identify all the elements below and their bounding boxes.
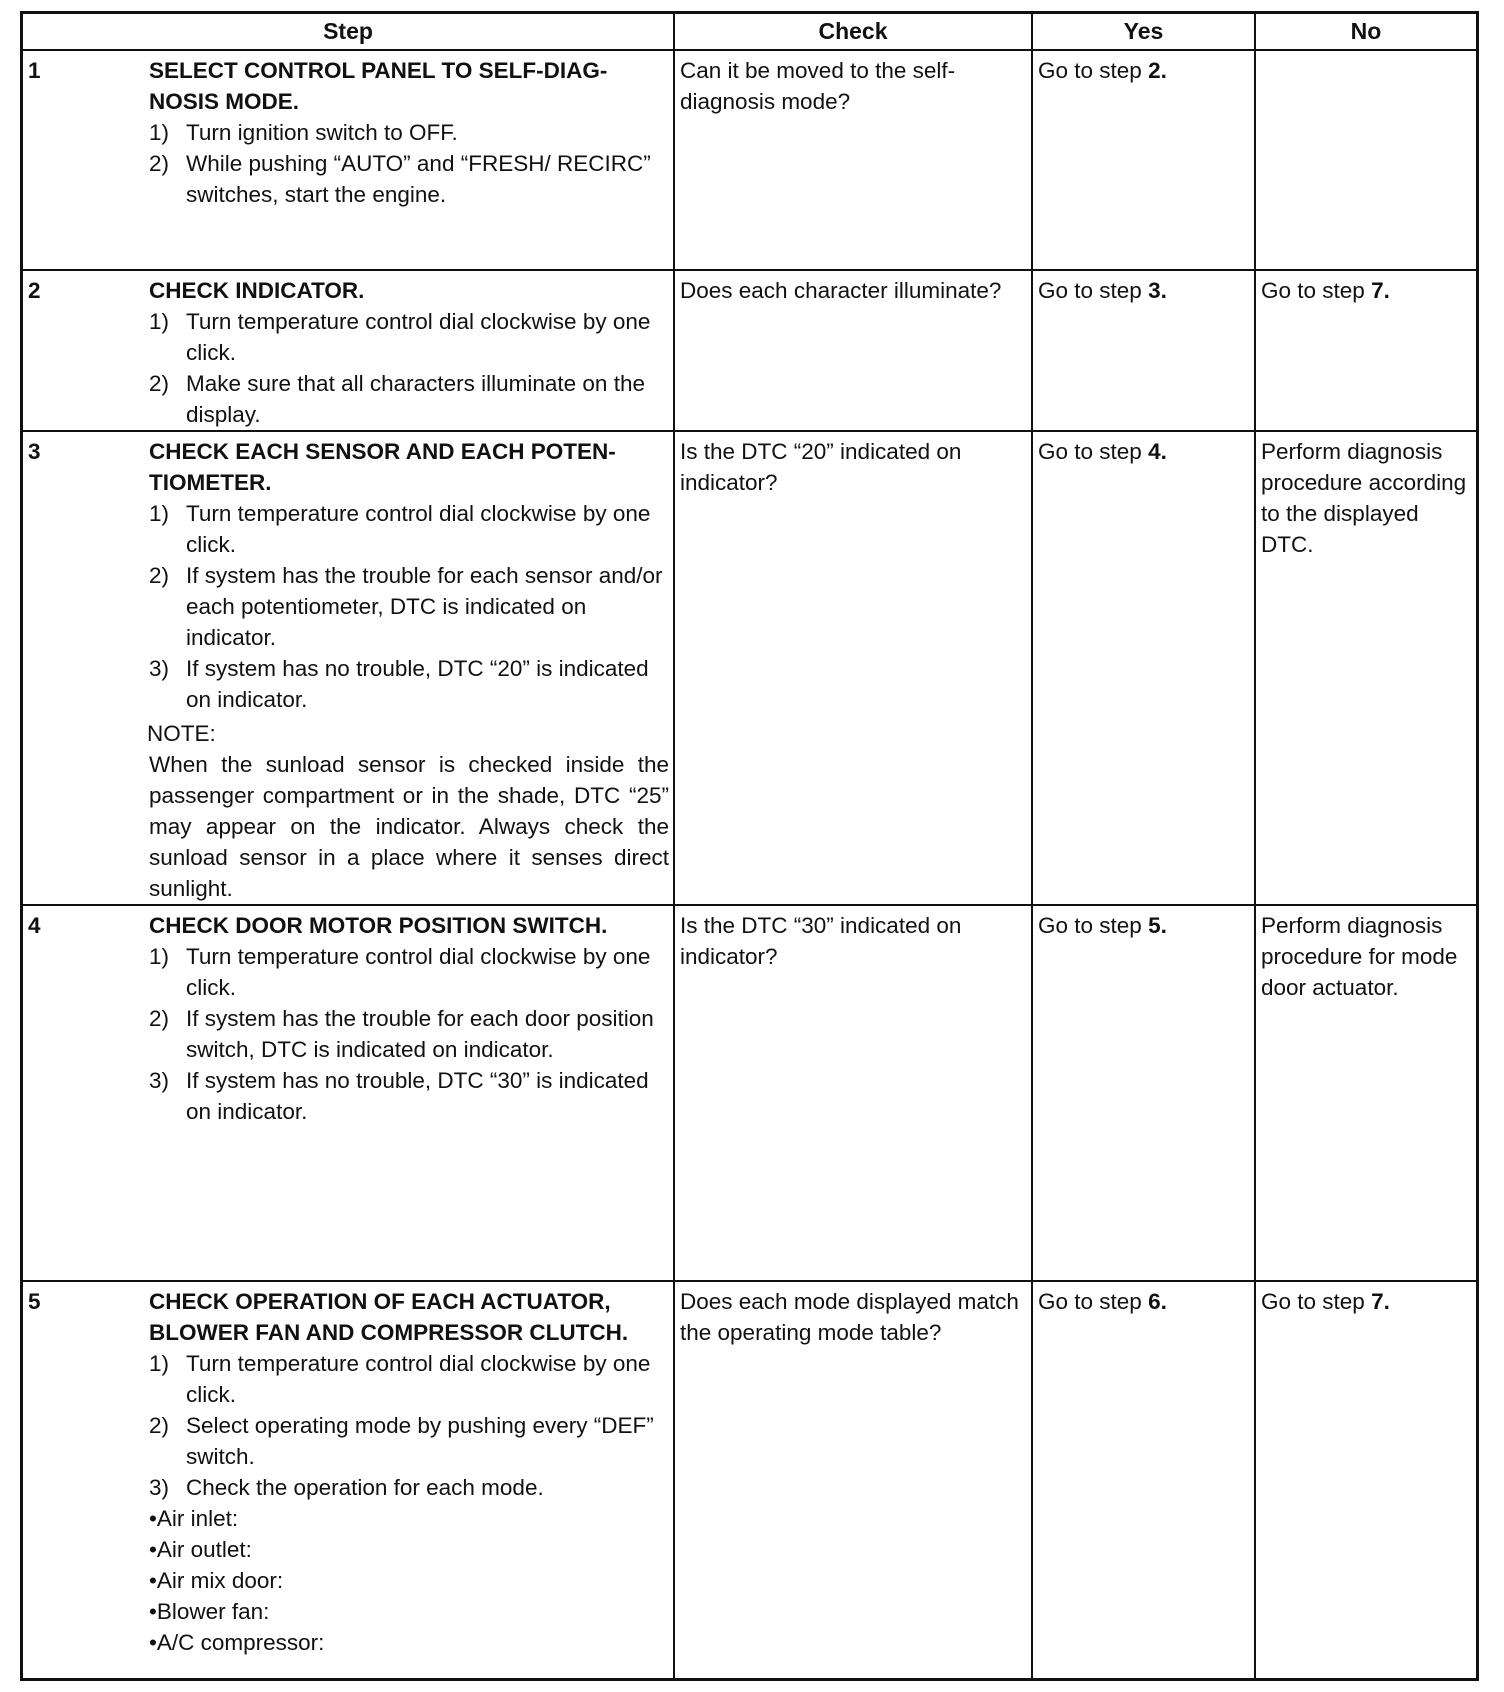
- check-cell: Is the DTC “20” indicated on indicator?: [674, 431, 1032, 905]
- substep-number: 2): [149, 563, 170, 588]
- substep-text: Make sure that all characters illuminate on the display.: [186, 371, 645, 427]
- list-item: [149, 941, 669, 1003]
- yes-prefix: Go to step: [1038, 1289, 1149, 1314]
- substep-text: Turn temperature control dial clockwise by one click.: [186, 309, 651, 365]
- step-title: CHECK OPERATION OF EACH ACTUATOR, BLOWER FAN AND COMPRESSOR CLUTCH.: [149, 1289, 629, 1345]
- step-cell: [23, 1281, 674, 1678]
- substep-number: 1): [149, 501, 170, 526]
- list-item: [149, 306, 669, 368]
- step-number: 2: [28, 278, 41, 303]
- step-cell: [23, 905, 674, 1281]
- yes-prefix: Go to step: [1038, 439, 1149, 464]
- substep-number: 3): [149, 656, 170, 681]
- list-item: [149, 1065, 669, 1127]
- substep-text: While pushing “AUTO” and “FRESH/ RECIRC” switches, start the engine.: [186, 151, 651, 207]
- list-item: [149, 1410, 669, 1472]
- bullet-air-mix-door: •Air mix door:: [149, 1568, 284, 1593]
- no-cell: Perform diagnosis procedure for mode door actuator.: [1255, 905, 1476, 1281]
- step-number: 4: [28, 913, 41, 938]
- substep-text: Turn temperature control dial clockwise by one click.: [186, 944, 651, 1000]
- substep-list: [149, 941, 669, 1127]
- substep-text: Turn ignition switch to OFF.: [186, 120, 458, 145]
- substep-number: 1): [149, 309, 170, 334]
- check-cell: Can it be moved to the self-diagnosis mode?: [674, 50, 1032, 270]
- substep-list: [149, 117, 669, 210]
- step-number: 3: [28, 439, 41, 464]
- substep-text: If system has no trouble, DTC “20” is indicated on indicator.: [186, 656, 649, 712]
- substep-number: 3): [149, 1475, 170, 1500]
- note-label: NOTE:: [147, 721, 216, 746]
- yes-prefix: Go to step: [1038, 278, 1149, 303]
- step-title: CHECK INDICATOR.: [149, 278, 365, 303]
- bullet-blower-fan: •Blower fan:: [149, 1599, 270, 1624]
- substep-number: 1): [149, 944, 170, 969]
- list-item: [149, 148, 669, 210]
- yes-step: 3.: [1148, 278, 1167, 303]
- yes-step: 2.: [1148, 58, 1167, 83]
- substep-text: Turn temperature control dial clockwise by one click.: [186, 1351, 651, 1407]
- step-title: CHECK EACH SENSOR AND EACH POTEN-TIOMETER.: [149, 439, 616, 495]
- substep-number: 2): [149, 151, 170, 176]
- substep-text: If system has the trouble for each door position switch, DTC is indicated on indicator.: [186, 1006, 654, 1062]
- step-number: 1: [28, 58, 41, 83]
- substep-number: 2): [149, 1006, 170, 1031]
- yes-cell: [1032, 270, 1255, 431]
- no-cell: [1255, 270, 1476, 431]
- substep-number: 2): [149, 371, 170, 396]
- no-cell: [1255, 50, 1476, 270]
- substep-list: [149, 1348, 669, 1503]
- list-item: [149, 1003, 669, 1065]
- yes-cell: [1032, 50, 1255, 270]
- yes-cell: [1032, 431, 1255, 905]
- bullet-air-outlet: •Air outlet:: [149, 1537, 252, 1562]
- step-cell: [23, 431, 674, 905]
- no-cell: [1255, 1281, 1476, 1678]
- no-prefix: Go to step: [1261, 1289, 1372, 1314]
- yes-prefix: Go to step: [1038, 58, 1149, 83]
- yes-step: 6.: [1148, 1289, 1167, 1314]
- substep-text: If system has no trouble, DTC “30” is indicated on indicator.: [186, 1068, 649, 1124]
- step-number: 5: [28, 1289, 41, 1314]
- yes-step: 5.: [1148, 913, 1167, 938]
- no-cell: Perform diagnosis procedure according to the displayed DTC.: [1255, 431, 1476, 905]
- substep-list: [149, 498, 669, 715]
- step-title: CHECK DOOR MOTOR POSITION SWITCH.: [149, 913, 608, 938]
- note-text: When the sunload sensor is checked inside the passenger compartment or in the shade, DTC “25” may appear on the indicator. Always check the sunload sensor in a place where it senses direct sunlight.: [149, 752, 669, 901]
- step-cell: [23, 270, 674, 431]
- substep-text: Turn temperature control dial clockwise by one click.: [186, 501, 651, 557]
- no-step: 7.: [1371, 1289, 1390, 1314]
- list-item: [149, 368, 669, 430]
- check-cell: Is the DTC “30” indicated on indicator?: [674, 905, 1032, 1281]
- header-step: Step: [23, 14, 674, 50]
- table-header-row: [23, 14, 1476, 50]
- list-item: [149, 1472, 669, 1503]
- table-row: [23, 270, 1476, 431]
- substep-number: 3): [149, 1068, 170, 1093]
- substep-number: 2): [149, 1413, 170, 1438]
- check-cell: Does each character illuminate?: [674, 270, 1032, 431]
- diagnosis-table: [20, 11, 1479, 1681]
- list-item: [149, 653, 669, 715]
- step-cell: [23, 50, 674, 270]
- substep-number: 1): [149, 1351, 170, 1376]
- bullet-air-inlet: •Air inlet:: [149, 1506, 239, 1531]
- substep-text: Check the operation for each mode.: [186, 1475, 544, 1500]
- bullet-ac-compressor: •A/C compressor:: [149, 1630, 325, 1655]
- table-row: [23, 50, 1476, 270]
- header-check: Check: [674, 14, 1032, 50]
- no-step: 7.: [1371, 278, 1390, 303]
- table-row: [23, 1281, 1476, 1678]
- yes-step: 4.: [1148, 439, 1167, 464]
- header-yes: Yes: [1032, 14, 1255, 50]
- step-title: SELECT CONTROL PANEL TO SELF-DIAG-NOSIS MODE.: [149, 58, 608, 114]
- substep-text: Select operating mode by pushing every “DEF” switch.: [186, 1413, 654, 1469]
- list-item: [149, 498, 669, 560]
- list-item: [149, 1348, 669, 1410]
- yes-cell: [1032, 1281, 1255, 1678]
- check-cell: Does each mode displayed match the operating mode table?: [674, 1281, 1032, 1678]
- substep-list: [149, 306, 669, 430]
- list-item: [149, 117, 669, 148]
- table-row: [23, 431, 1476, 905]
- list-item: [149, 560, 669, 653]
- substep-number: 1): [149, 120, 170, 145]
- substep-text: If system has the trouble for each sensor and/or each potentiometer, DTC is indicated on indicator.: [186, 563, 663, 650]
- header-no: No: [1255, 14, 1476, 50]
- no-prefix: Go to step: [1261, 278, 1372, 303]
- yes-prefix: Go to step: [1038, 913, 1149, 938]
- yes-cell: [1032, 905, 1255, 1281]
- table-row: [23, 905, 1476, 1281]
